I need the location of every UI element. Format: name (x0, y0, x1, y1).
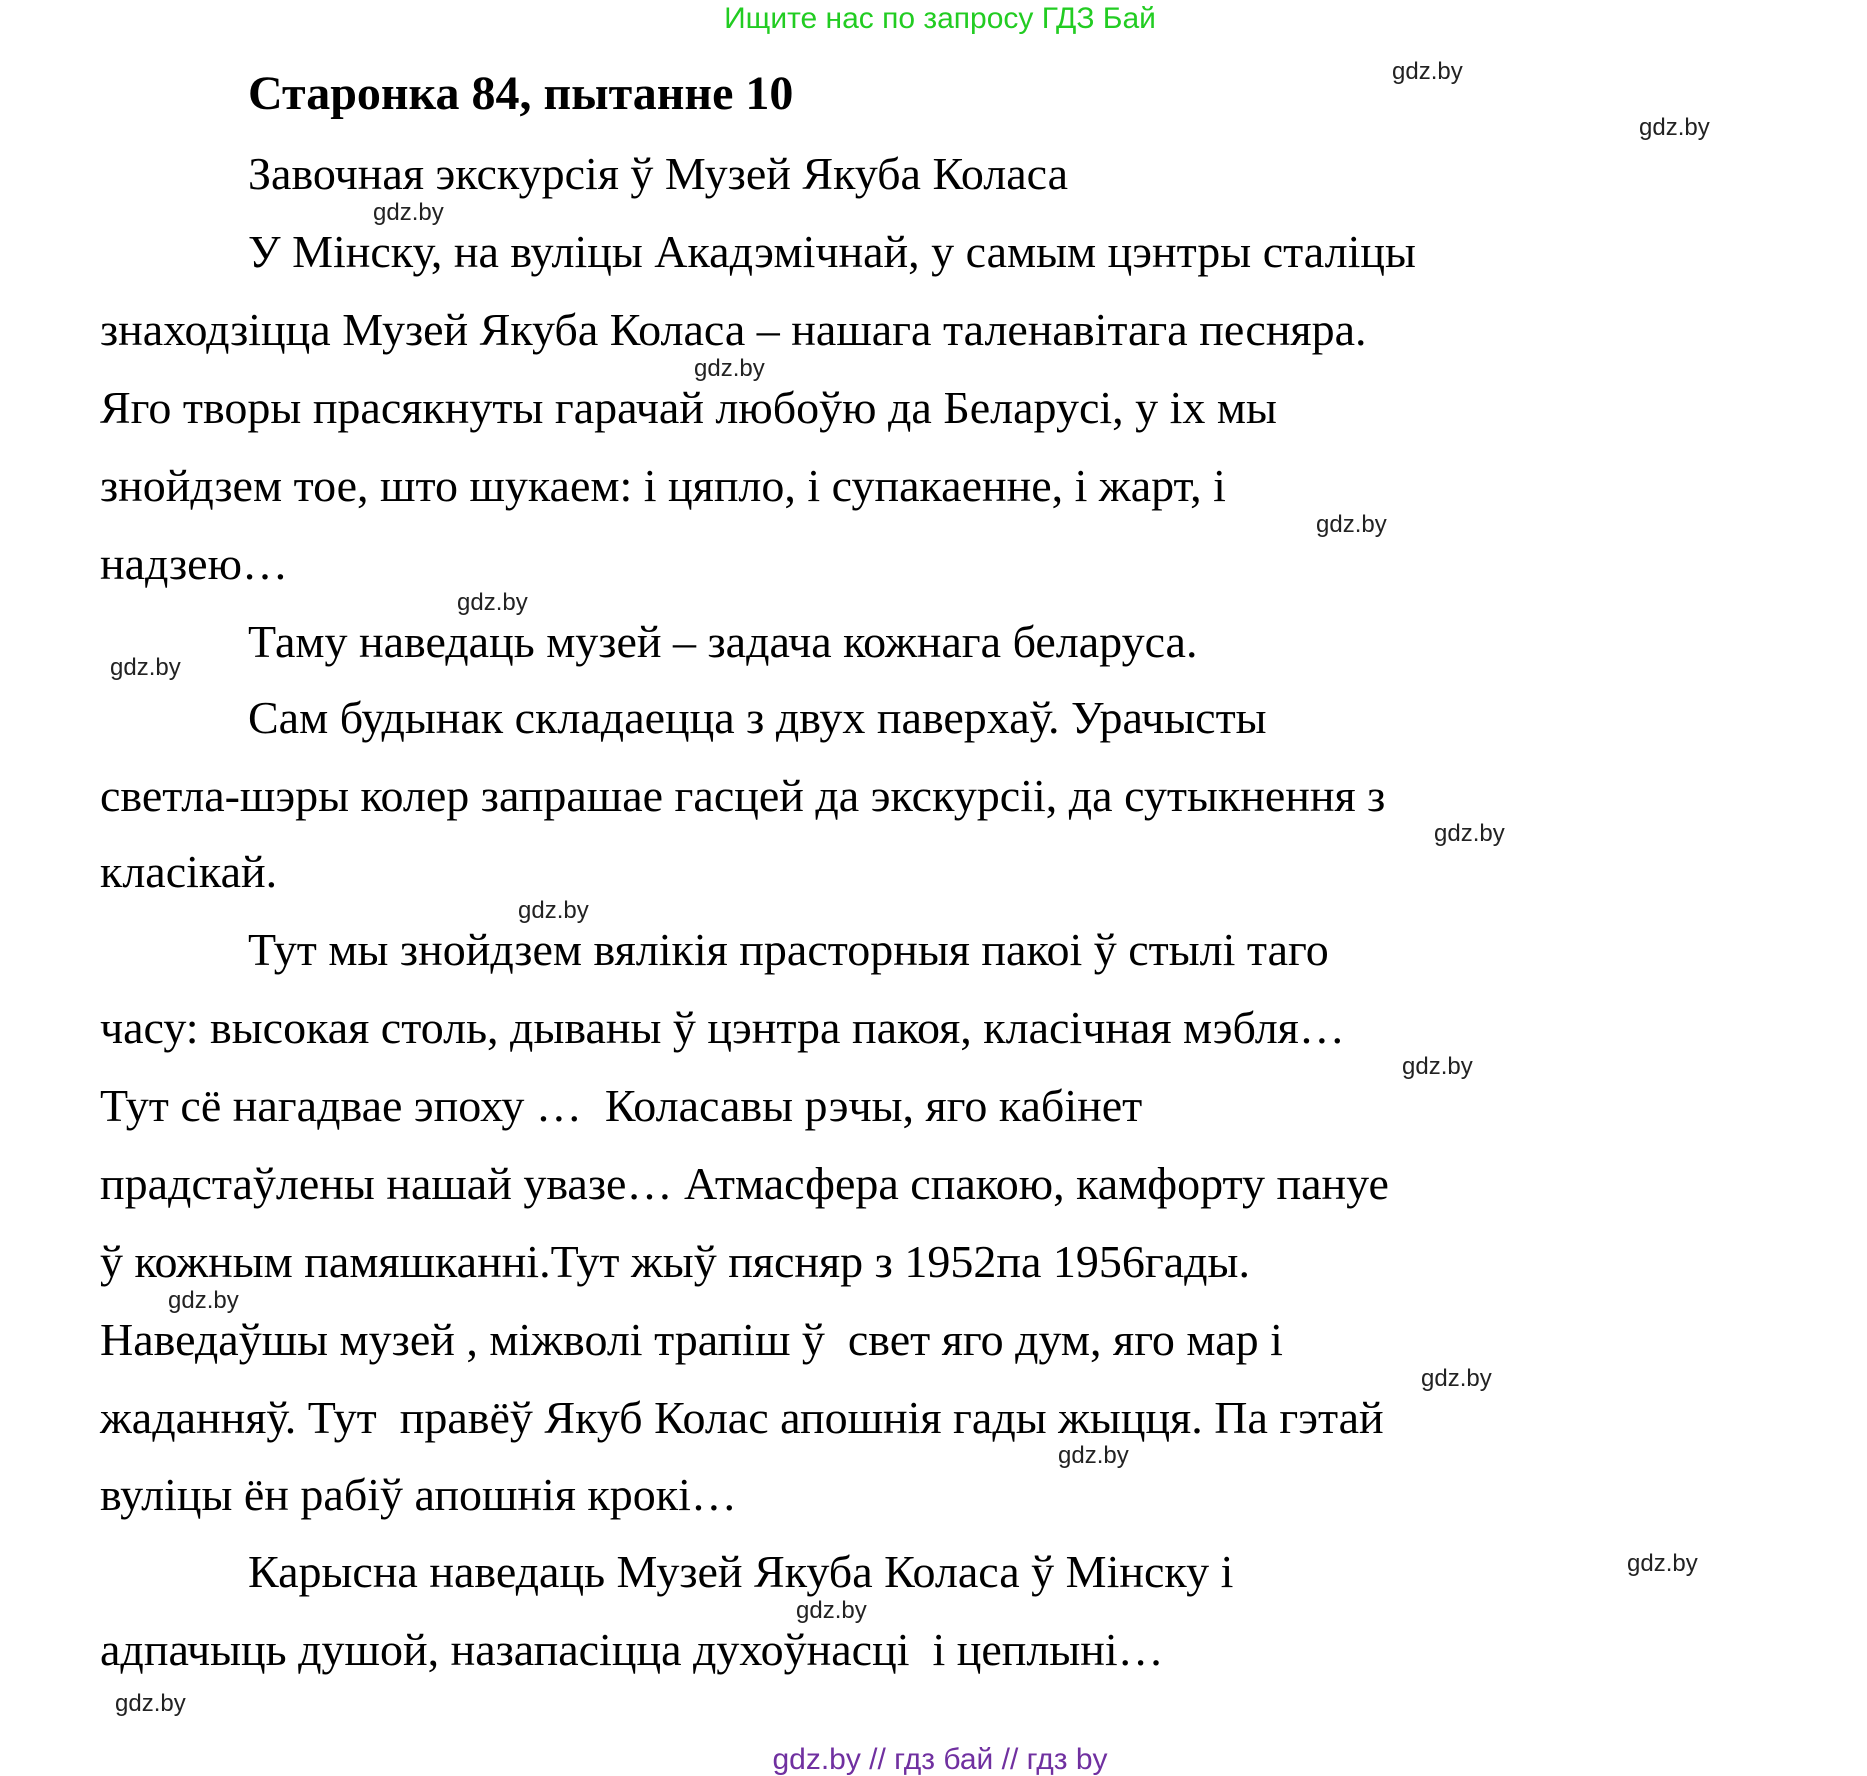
watermark: gdz.by (1316, 511, 1387, 538)
subtitle: Завочная экскурсія ў Музей Якуба Коласа (248, 148, 1069, 199)
watermark: gdz.by (457, 589, 528, 616)
text-line: Яго творы прасякнуты гарачай любоўю да Беларусі, у іх мы (100, 382, 1277, 433)
text-line: светла-шэры колер запрашае гасцей да экскурсіі, да сутыкнення з (100, 770, 1386, 821)
text-line: прадстаўлены нашай увазе… Атмасфера спакою, камфорту пануе (100, 1158, 1389, 1209)
watermark: gdz.by (518, 897, 589, 924)
text-line: жаданняў. Тут правёў Якуб Колас апошнія гады жыцця. Па гэтай (100, 1392, 1384, 1443)
watermark: gdz.by (1058, 1442, 1129, 1469)
watermark: gdz.by (694, 355, 765, 382)
watermark: gdz.by (115, 1690, 186, 1717)
watermark: gdz.by (168, 1287, 239, 1314)
text-line: Наведаўшы музей , міжволі трапіш ў свет яго дум, яго мар і (100, 1314, 1283, 1365)
watermark: gdz.by (110, 654, 181, 681)
text-line: вуліцы ён рабіў апошнія крокі… (100, 1469, 737, 1520)
text-line: Тут сё нагадвае эпоху … Коласавы рэчы, яго кабінет (100, 1080, 1143, 1131)
text-line: часу: высокая столь, дываны ў цэнтра пакоя, класічная мэбля… (100, 1002, 1345, 1053)
text-line: класікай. (100, 846, 278, 897)
text-line: Карысна наведаць Музей Якуба Коласа ў Мінску і (248, 1546, 1234, 1597)
watermark: gdz.by (1402, 1053, 1473, 1080)
search-banner: Ищите нас по запросу ГДЗ Бай (724, 2, 1156, 35)
text-line: ў кожным памяшканні.Тут жыў пясняр з 1952па 1956гады. (100, 1236, 1250, 1287)
watermark: gdz.by (1434, 820, 1505, 847)
text-line: Тут мы знойдзем вялікія прасторныя пакоі ў стылі таго (248, 924, 1329, 975)
page-title: Старонка 84, пытанне 10 (248, 67, 794, 120)
text-line: Таму наведаць музей – задача кожнага беларуса. (248, 616, 1198, 667)
watermark: gdz.by (1392, 58, 1463, 85)
watermark: gdz.by (796, 1597, 867, 1624)
footer-links: gdz.by // гдз бай // гдз by (772, 1743, 1108, 1776)
watermark: gdz.by (373, 199, 444, 226)
text-line: надзею… (100, 538, 288, 589)
watermark: gdz.by (1421, 1365, 1492, 1392)
text-line: адпачыць душой, назапасіцца духоўнасці і цеплыні… (100, 1624, 1164, 1675)
text-line: Сам будынак складаецца з двух паверхаў. Урачысты (248, 692, 1267, 743)
text-line: У Мінску, на вуліцы Акадэмічнай, у самым цэнтры сталіцы (248, 226, 1416, 277)
text-line: знаходзіцца Музей Якуба Коласа – нашага таленавітага песняра. (100, 304, 1367, 355)
watermark: gdz.by (1627, 1550, 1698, 1577)
text-line: знойдзем тое, што шукаем: і цяпло, і супакаенне, і жарт, і (100, 460, 1226, 511)
watermark: gdz.by (1639, 114, 1710, 141)
